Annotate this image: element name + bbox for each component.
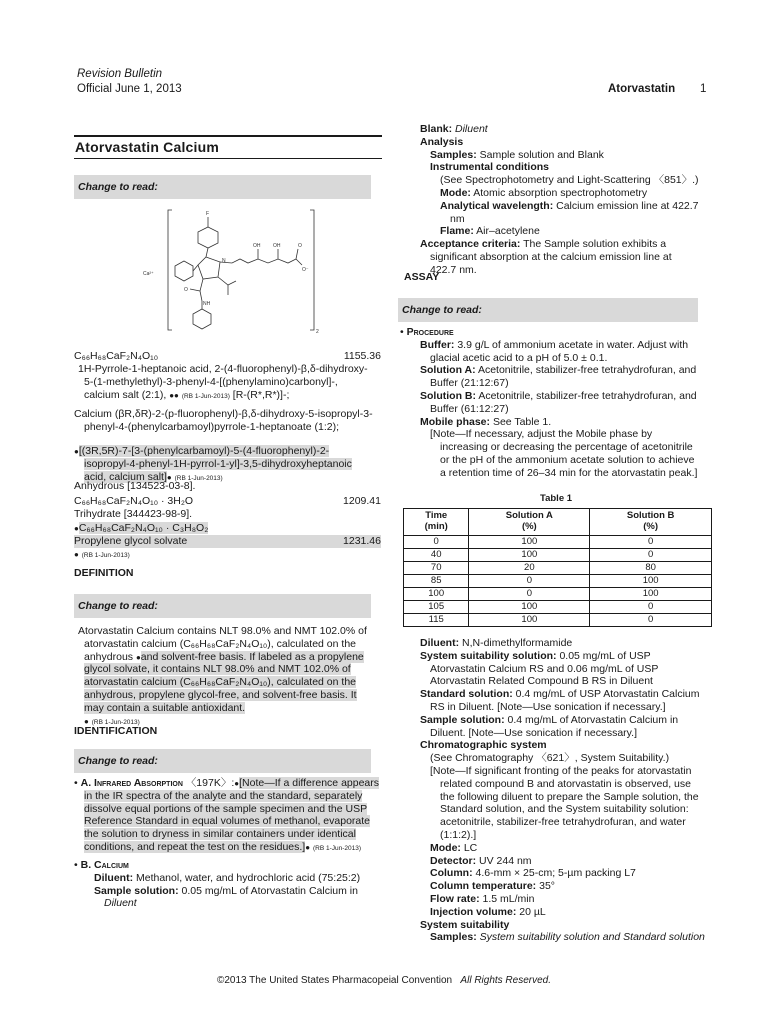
assay-condition-label: System suitability [420, 918, 510, 931]
definition-heading: DEFINITION [74, 567, 134, 579]
table-cell: 0 [469, 574, 590, 587]
svg-text:2: 2 [316, 329, 319, 335]
chemical-name-3-text: [(3R,5R)-7-[3-(phenylcarbamoyl)-5-(4-fluorophenyl)-2-isopropyl-4-phenyl-1H-pyrrol-1-yl]-3,5-dihydroxyheptanoic acid, calcium salt] [78, 445, 352, 483]
table-cell: 40 [404, 548, 469, 561]
gradient-table [403, 508, 712, 627]
ident-a-note-lead: [Note [239, 777, 265, 789]
assay-condition-text: 0.4 mg/mL of Atorvastatin Calcium in Diluent. [Note—Use sonication if necessary.] [430, 713, 679, 739]
solution-a-label: Solution A: [420, 364, 476, 377]
table-cell: 100 [590, 574, 712, 587]
atomic-absorption-text: Diluent [452, 123, 488, 135]
atomic-absorption-item [420, 200, 700, 226]
table-cell: 115 [404, 613, 469, 626]
change-banner-identification: Change to read: [74, 749, 371, 773]
chemical-name-3 [74, 445, 374, 483]
assay-condition-text: (See Chromatography 〈621〉, System Suitability.) [430, 752, 670, 765]
change-banner-definition: Change to read: [74, 594, 371, 618]
bulletin-label: Revision Bulletin [77, 68, 163, 80]
table1-caption: Table 1 [540, 493, 573, 504]
assay-condition-text: UV 244 nm [476, 854, 532, 867]
revision-mark-icon: ● [84, 716, 89, 726]
assay-condition-label: Standard solution: [420, 688, 513, 701]
atomic-absorption-item [420, 174, 700, 187]
change-banner-assay: Change to read: [398, 298, 698, 322]
table-row [404, 600, 712, 613]
atomic-absorption-label: Flame: [440, 225, 474, 238]
atomic-absorption-item [420, 149, 700, 162]
revision-mark-icon: ● [135, 652, 141, 662]
assay-condition-item [420, 906, 705, 919]
assay-condition-item [420, 637, 705, 650]
assay-condition-label: Chromatographic system [420, 739, 547, 752]
formula-anhydrous: C₆₆H₆₈CaF₂N₄O₁₀ [74, 350, 159, 362]
assay-condition-item [420, 867, 705, 880]
assay-condition-text: LC [460, 841, 478, 854]
assay-condition-item [420, 688, 705, 714]
solvate-name: Propylene glycol solvate [74, 534, 188, 547]
svg-text:O: O [184, 287, 188, 293]
atomic-absorption-text: Air–acetylene [473, 225, 540, 238]
table-cell: 100 [469, 600, 590, 613]
page-number: 1 [700, 83, 707, 95]
table-row [404, 561, 712, 574]
procedure-label: Procedure [406, 326, 454, 338]
molecular-weight-anhydrous: 1155.36 [343, 350, 381, 362]
assay-condition-text: System suitability solution and Standard solution [476, 931, 705, 944]
atomic-absorption-label: Analytical wavelength: [440, 199, 554, 212]
ident-a-text: —If a difference appears in the IR spectra of the analyte and the standard, separately dissolve equal portions of the sample specimen and the USP Reference Standard in equal volumes of methanol, evaporate the solution to dryness in similar containers under identical conditions, and repeat the test on the residues.] [84, 777, 380, 853]
table-row [404, 587, 712, 600]
footer-rights: All Rights Reserved. [460, 975, 552, 986]
mobile-phase-text: See Table 1. [492, 415, 552, 428]
solution-b-text: Acetonitrile, stabilizer-free tetrahydrofuran, and Buffer (61:12:27) [430, 389, 697, 415]
assay-condition-label: Column temperature: [430, 880, 537, 893]
table-cell: 100 [590, 587, 712, 600]
table-cell: 80 [590, 561, 712, 574]
assay-condition-item [420, 739, 705, 752]
table-cell: 0 [590, 600, 712, 613]
formula-anhydrous-row [74, 350, 381, 363]
assay-heading: ASSAY [404, 271, 440, 283]
assay-condition-item [420, 880, 705, 893]
atomic-absorption-item [420, 161, 700, 174]
rb-note: (RB 1-Jun-2013) [181, 392, 230, 400]
assay-condition-text: 20 µL [516, 905, 546, 918]
table-cell: 0 [590, 613, 712, 626]
revision-mark-icon: ● [74, 524, 79, 533]
assay-condition-item [420, 893, 705, 906]
monograph-title: Atorvastatin Calcium [75, 139, 220, 155]
assay-condition-text: 0.05 mg/mL of USP Atorvastatin Calcium RS and 0.06 mg/mL of USP Atorvastatin Related Compound B RS in Diluent [430, 649, 659, 688]
buffer-text: 3.9 g/L of ammonium acetate in water. Adjust with glacial acetic acid to a pH of 5.0 ± 0.1. [430, 338, 689, 364]
mobile-phase-note: [Note—If necessary, adjust the Mobile phase by increasing or decreasing the percentage of acetonitrile or the pH of the ammonium acetate solution to achieve a retention time of 26–34 min for the atorvastatin peak.] [430, 428, 698, 479]
footer [0, 975, 768, 987]
assay-condition-text: 4.6-mm × 25-cm; 5-µm packing L7 [472, 867, 636, 880]
assay-condition-text: 0.4 mg/mL of USP Atorvastatin Calcium RS in Diluent. [Note—Use sonication if necessary.] [430, 688, 700, 713]
ident-b-label: B. Calcium [80, 859, 129, 871]
revision-mark-icon: ● [74, 549, 79, 559]
change-banner-structure: Change to read: [74, 175, 371, 199]
atomic-absorption-label: Analysis [420, 135, 464, 148]
assay-condition-item [420, 855, 705, 868]
ident-b-sample-label: Sample solution: [94, 884, 179, 897]
revision-mark-icon: ● [74, 447, 79, 456]
svg-text:O: O [298, 243, 302, 249]
rb-note: (RB 1-Jun-2013) [174, 474, 223, 482]
table-header-cell: Solution B (%) [590, 509, 712, 536]
table-cell: 0 [590, 535, 712, 548]
ident-a-label: A. Infrared Absorption [80, 777, 183, 789]
footer-copyright: ©2013 The United States Pharmacopeial Convention [216, 975, 453, 986]
atomic-absorption-item [420, 187, 700, 200]
definition-text-a: Atorvastatin Calcium contains NLT 98.0% and NMT 102.0% of atorvastatin calcium (C₆₆H₆₈CaF₂N₄O₁₀), calculated on the anhydrous [78, 625, 367, 663]
mobile-phase-label: Mobile phase: [420, 415, 491, 428]
assay-condition-item [420, 931, 705, 944]
assay-condition-label: System suitability solution: [420, 649, 557, 662]
assay-condition-label: Column: [430, 867, 473, 880]
svg-text:N: N [222, 258, 226, 264]
assay-condition-text: 35° [536, 880, 555, 893]
ident-a-infrared [74, 777, 379, 854]
table-row [404, 613, 712, 626]
table-cell: 100 [469, 535, 590, 548]
assay-condition-label: Flow rate: [430, 892, 480, 905]
assay-condition-label: Sample solution: [420, 713, 505, 726]
table-cell: 0 [404, 535, 469, 548]
atorvastatin-structure-diagram [140, 205, 325, 340]
ident-b-diluent: Methanol, water, and hydrochloric acid (75:25:2) [136, 871, 361, 884]
svg-text:F: F [206, 211, 210, 217]
assay-condition-item [420, 919, 705, 932]
table-header-cell: Solution A (%) [469, 509, 590, 536]
assay-condition-label: Detector: [430, 854, 477, 867]
ident-b-sample-a: 0.05 mg/mL of Atorvastatin Calcium in [181, 884, 358, 897]
table-row [404, 574, 712, 587]
formula-trihydrate: C₆₆H₆₈CaF₂N₄O₁₀ · 3H₂O [74, 495, 194, 507]
rb-note: (RB 1-Jun-2013) [313, 844, 362, 852]
assay-condition-item [420, 752, 705, 765]
anhydrous-cas: Anhydrous [134523-03-8]. [74, 480, 196, 492]
revision-mark-icon: ● [169, 390, 175, 400]
atomic-absorption-text: The Sample solution exhibits a significant absorption at the calcium emission line at 422.7 nm. [430, 238, 672, 276]
rb-note: (RB 1-Jun-2013) [91, 718, 140, 726]
ident-b-sample-b: Diluent [104, 897, 137, 910]
right-column-bottom [420, 637, 705, 944]
title-rule [74, 135, 382, 137]
atomic-absorption-item [420, 136, 700, 149]
revision-mark-icon: ● [174, 390, 179, 400]
assay-condition-text: [Note—If significant fronting of the peaks for atorvastatin related compound B and atorvastatin is observed, use the following diluent to prepare the Sample solution, the Standard solution, and the System suitability solution: acetonitrile, stabilizer-free tetrahydrofuran, and water (1:1:2).] [430, 764, 699, 841]
atomic-absorption-text: (See Spectrophotometry and Light-Scattering 〈851〉.) [440, 174, 699, 187]
atomic-absorption-item [420, 225, 700, 238]
solution-b-label: Solution B: [420, 389, 476, 402]
molecular-weight-solvate: 1231.46 [343, 534, 381, 547]
svg-text:OH: OH [253, 243, 261, 249]
svg-text:OH: OH [273, 243, 281, 249]
table-cell: 100 [469, 613, 590, 626]
table-cell: 100 [404, 587, 469, 600]
svg-text:NH: NH [203, 301, 211, 307]
chemical-name-1-text: 1H-Pyrrole-1-heptanoic acid, 2-(4-fluorophenyl)-β,δ-dihydroxy-5-(1-methylethyl)-3-phenyl-4-[(phenylamino)carbonyl]-, calcium salt (2:1), [78, 363, 368, 401]
svg-text:Ca²⁺: Ca²⁺ [143, 271, 154, 277]
molecular-weight-trihydrate: 1209.41 [343, 495, 381, 507]
formula-solvate-block [74, 522, 381, 560]
assay-condition-label: Injection volume: [430, 905, 517, 918]
bullet-icon: • [400, 326, 404, 338]
trihydrate-cas: Trihydrate [344423-98-9]. [74, 508, 193, 520]
identification-heading: IDENTIFICATION [74, 725, 158, 737]
atomic-absorption-label: Blank: [420, 123, 453, 135]
table-cell: 85 [404, 574, 469, 587]
table-row [404, 535, 712, 548]
chemical-name-1 [74, 363, 374, 401]
atomic-absorption-item [420, 123, 700, 136]
assay-condition-label: Samples: [430, 931, 477, 944]
chemical-name-2: Calcium (βR,δR)-2-(p-fluorophenyl)-β,δ-dihydroxy-5-isopropyl-3-phenyl-4-(phenylcarbamoyl)pyrrole-1-heptanoate (1:2); [74, 408, 373, 433]
bullet-icon: • [74, 859, 78, 871]
definition-text [74, 625, 376, 727]
assay-condition-label: Diluent: [420, 637, 460, 649]
title-rule-bottom [74, 158, 382, 159]
revision-mark-icon: ● [234, 779, 240, 788]
ident-b-diluent-label: Diluent: [94, 871, 134, 884]
running-title: Atorvastatin [608, 83, 676, 95]
assay-condition-item [420, 714, 705, 740]
revision-mark-icon: ● [305, 842, 311, 852]
svg-text:O⁻: O⁻ [302, 267, 309, 273]
table-cell: 0 [469, 587, 590, 600]
atomic-absorption-label: Instrumental conditions [430, 161, 550, 174]
assay-procedure [400, 326, 698, 480]
atomic-absorption-item [420, 238, 700, 276]
official-date: Official June 1, 2013 [77, 83, 182, 95]
table-row [404, 548, 712, 561]
table-cell: 0 [590, 548, 712, 561]
chemical-name-1-stereo: [R-(R*,R*)]-; [229, 388, 290, 401]
atomic-absorption-text: Sample solution and Blank [476, 148, 604, 161]
formula-trihydrate-row [74, 495, 381, 508]
atomic-absorption-label: Samples: [430, 148, 477, 161]
assay-condition-item [420, 650, 705, 688]
revision-mark-icon: ● [166, 472, 172, 482]
assay-condition-label: Mode: [430, 841, 461, 854]
table-cell: 105 [404, 600, 469, 613]
assay-condition-text: N,N-dimethylformamide [459, 637, 573, 649]
rb-note: (RB 1-Jun-2013) [81, 551, 130, 559]
table-cell: 70 [404, 561, 469, 574]
assay-condition-text: 1.5 mL/min [479, 892, 535, 905]
ident-a-ref: 〈197K〉: [185, 777, 235, 789]
table-cell: 100 [469, 548, 590, 561]
bullet-icon: • [74, 777, 78, 789]
assay-condition-item [420, 842, 705, 855]
atomic-absorption-text: Atomic absorption spectrophotometry [470, 186, 648, 199]
formula-solvate: C₆₆H₆₈CaF₂N₄O₁₀ · C₃H₈O₂ [78, 522, 209, 534]
right-column-top [420, 123, 700, 277]
table-cell: 20 [469, 561, 590, 574]
definition-text-b: and solvent-free basis. If labeled as a propylene glycol solvate, it contains NLT 98.0% and NMT 102.0% of atorvastatin calcium (C₆₆H₆₈CaF₂N₄O₁₀), calculated on the anhydrous, propylene glycol-free, and solvent-free basis. It may contain a suitable antioxidant. [84, 650, 364, 714]
solution-a-text: Acetonitrile, stabilizer-free tetrahydrofuran, and Buffer (21:12:67) [430, 364, 697, 390]
atomic-absorption-text: Calcium emission line at 422.7 nm [450, 199, 699, 225]
table-header-cell: Time (min) [404, 509, 469, 536]
buffer-label: Buffer: [420, 338, 455, 351]
assay-condition-item [420, 765, 705, 842]
ident-b-calcium [74, 859, 379, 910]
atomic-absorption-label: Acceptance criteria: [420, 238, 521, 251]
atomic-absorption-label: Mode: [440, 186, 471, 199]
